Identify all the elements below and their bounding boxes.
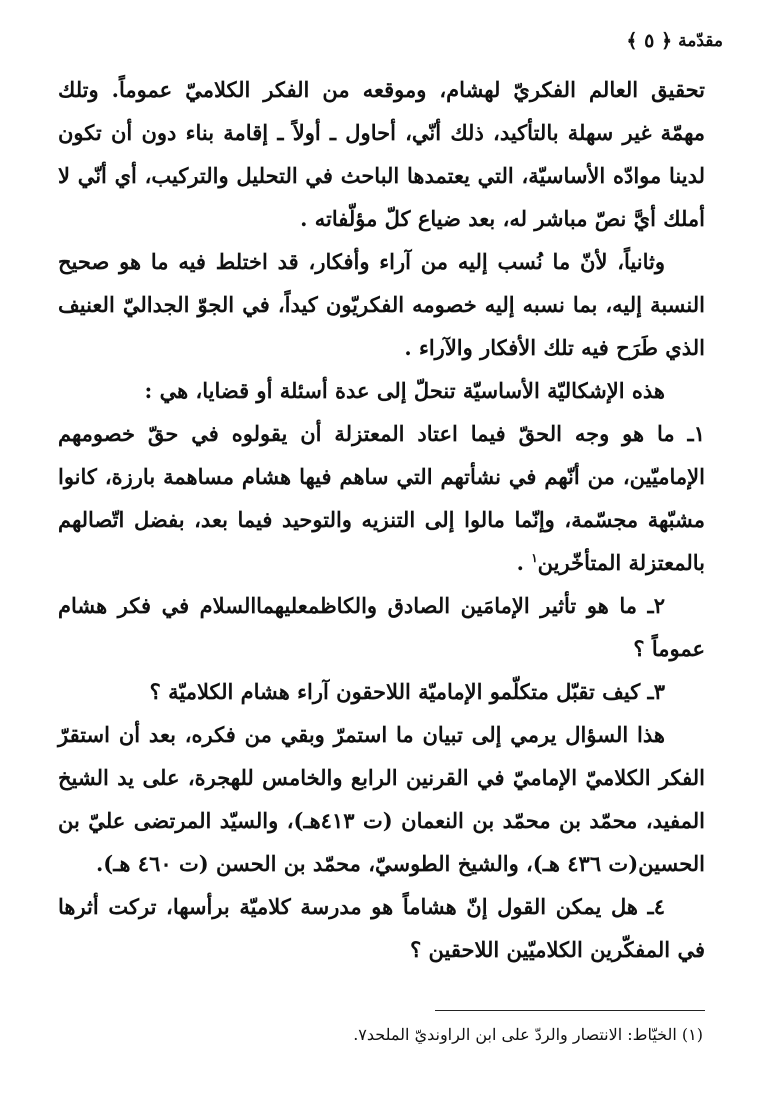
running-head xyxy=(40,28,723,54)
paragraph-4: هذا السؤال يرمي إلى تبيان ما استمرّ وبقي من فكره، بعد أن استقرّ الفكر الكلاميّ الإماميّ في القرنين الرابع والخامس للهجرة، على يد الشيخ المفيد، محمّد بن محمّد بن النعمان (ت ٤١٣هـ)، والسيّد المرتضى عليّ بن الحسين(ت ٤٣٦ هـ)، والشيخ الطوسيّ، محمّد بن الحسن (ت ٤٦٠ هـ). xyxy=(58,722,705,876)
list-item-4: ٤ـ هل يمكن القول إنّ هشاماً هو مدرسة كلاميّة برأسها، تركت أثرها في المفكّرين الكلاميّين اللاحقين ؟ xyxy=(58,894,705,962)
paragraph-2: وثانياً، لأنّ ما نُسب إليه من آراء وأفكار، قد اختلط فيه ما هو صحيح النسبة إليه، بما نسبه إليه خصومه الفكريّون كيداً، في الجوّ الجداليّ العنيف الذي طَرَح فيه تلك الأفكار والآراء . xyxy=(58,249,705,360)
page-number: ﴿ ٥ ﴾ xyxy=(626,30,673,52)
list-item-1-text: ١ـ ما هو وجه الحقّ فيما اعتاد المعتزلة أن يقولوه في حقّ خصومهم الإماميّين، من أنّهم في نشأتهم التي ساهم فيها هشام مساهمة بارزة، كانوا مشبّهة مجسّمة، وإنّما مالوا إلى التنزيه والتوحيد فيما بعد، بفضل اتّصالهم بالمعتزلة المتأخّرين xyxy=(58,421,705,575)
list-item-1-tail: . xyxy=(516,550,532,575)
paragraph-1: تحقيق العالم الفكريّ لهشام، وموقعه من الفكر الكلاميّ عموماً. وتلك مهمّة غير سهلة بالتأكيد، ذلك أنّي، أحاول ـ أولاً ـ إقامة بناء دون أن تكون لدينا موادّه الأساسيّة، التي يعتمدها الباحث في التحليل والتركيب، أي أنّي لا أملك أيَّ نصّ مباشر له، بعد ضياع كلّ مؤلّفاته . xyxy=(58,77,705,231)
footnote-ref[interactable]: ١ xyxy=(531,551,538,565)
list-item-1 xyxy=(58,412,705,584)
paragraph-3: هذه الإشكاليّة الأساسيّة تنحلّ إلى عدة أسئلة أو قضايا، هي : xyxy=(144,378,665,403)
body-text xyxy=(58,68,705,971)
running-head-title: مقدّمة xyxy=(678,31,723,51)
footnote: (١) الخيّاط: الانتصار والردّ على ابن الراونديّ الملحد٧. xyxy=(353,1025,703,1044)
footnote-divider xyxy=(435,1010,705,1011)
list-item-3: ٣ـ كيف تقبّل متكلّمو الإماميّة اللاحقون آراء هشام الكلاميّة ؟ xyxy=(149,679,665,704)
list-item-2: ٢ـ ما هو تأثير الإمامَين الصادق والكاظمعليهما‌السلام في فكر هشام عموماً ؟ xyxy=(58,593,705,661)
